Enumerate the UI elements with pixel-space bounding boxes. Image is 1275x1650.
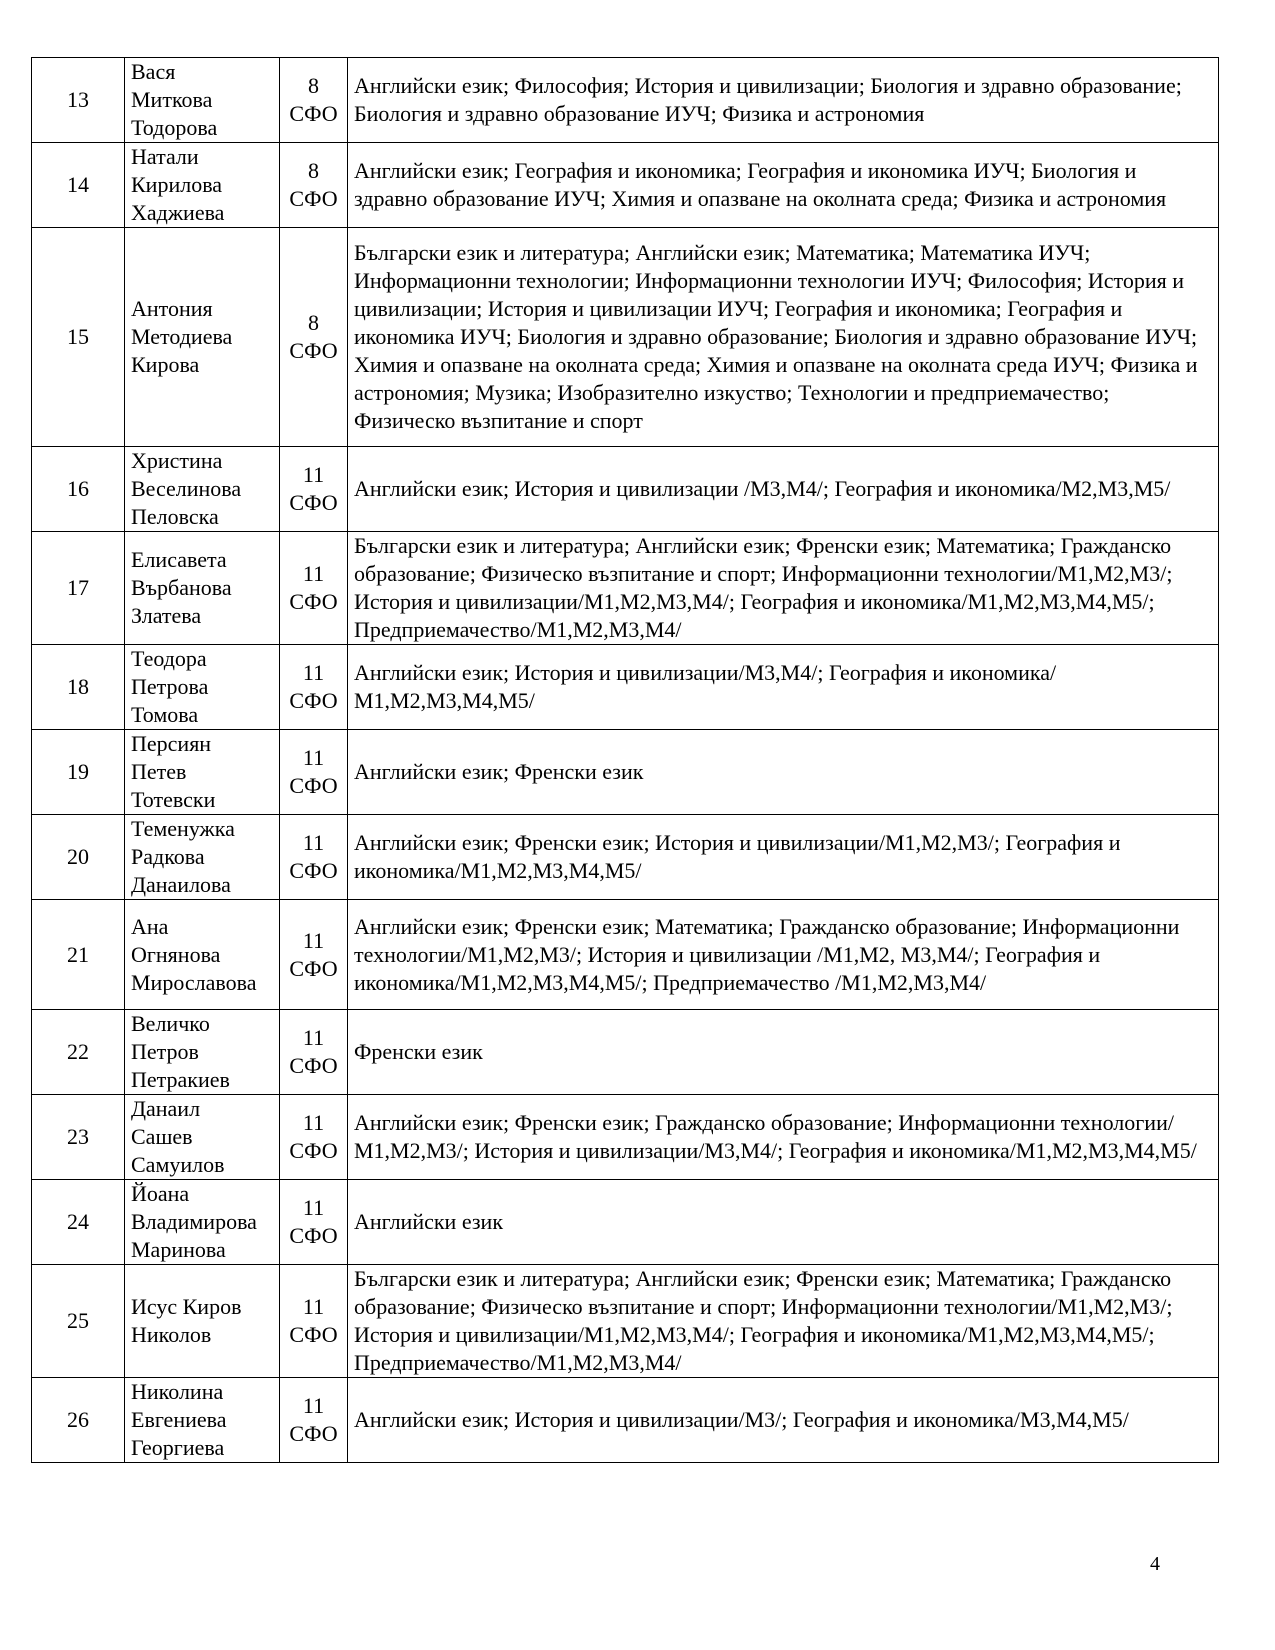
row-number: 23	[32, 1095, 125, 1180]
table-row	[32, 1095, 1219, 1180]
form-type: СФО	[289, 490, 338, 515]
table-row	[32, 1265, 1219, 1378]
form-type: СФО	[289, 1223, 338, 1248]
subjects: Английски език; Френски език; Гражданско образование; Информационни технологии/М1,М2,М3/; История и цивилизации/М3,М4/; География и икономика/М1,М2,М3,М4,М5/	[348, 1095, 1219, 1180]
form-type: СФО	[289, 773, 338, 798]
student-name	[125, 228, 280, 447]
form-type: СФО	[289, 338, 338, 363]
student-name-text: Елисавета Върбанова Златева	[131, 547, 232, 628]
subjects: Английски език; Френски език; Математика; Гражданско образование; Информационни технологии/М1,М2,М3/; История и цивилизации /М1,М2, М3,М4/; География и икономика/М1,М2,М3,М4,М5/; Предприемачество /М1,М2,М3,М4/	[348, 900, 1219, 1010]
class-cell	[280, 1378, 348, 1463]
table-row	[32, 532, 1219, 645]
student-name-text: Николина Евгениева Георгиева	[131, 1379, 227, 1460]
page-number: 4	[1150, 1553, 1160, 1575]
form-type: СФО	[289, 1322, 338, 1347]
grade: 8	[308, 310, 319, 335]
class-cell	[280, 447, 348, 532]
student-name-text: Натали Кирилова Хаджиева	[131, 144, 225, 225]
row-number: 25	[32, 1265, 125, 1378]
row-number: 14	[32, 143, 125, 228]
row-number: 17	[32, 532, 125, 645]
subjects: Английски език; История и цивилизации/М3/; География и икономика/М3,М4,М5/	[348, 1378, 1219, 1463]
subjects: Български език и литература; Английски език; Френски език; Математика; Гражданско образование; Физическо възпитание и спорт; Информационни технологии/М1,М2,М3/; История и цивилизации/М1,М2,М3,М4/; География и икономика/М1,М2,М3,М4,М5/; Предприемачество/М1,М2,М3,М4/	[348, 532, 1219, 645]
table-row	[32, 1180, 1219, 1265]
class-cell	[280, 815, 348, 900]
form-type: СФО	[289, 1138, 338, 1163]
student-name	[125, 1010, 280, 1095]
subjects: Английски език; Френски език; История и цивилизации/М1,М2,М3/; География и икономика/М1,М2,М3,М4,М5/	[348, 815, 1219, 900]
form-type: СФО	[289, 101, 338, 126]
form-type: СФО	[289, 589, 338, 614]
student-name-text: Ана Огнянова Мирославова	[131, 913, 257, 995]
class-cell	[280, 1180, 348, 1265]
student-name	[125, 815, 280, 900]
student-name-text: Исус Киров Николов	[131, 1294, 242, 1347]
row-number: 24	[32, 1180, 125, 1265]
table-row	[32, 1378, 1219, 1463]
grade: 8	[308, 73, 319, 98]
student-name	[125, 1095, 280, 1180]
row-number: 21	[32, 900, 125, 1010]
subjects: Английски език; История и цивилизации /М3,М4/; География и икономика/М2,М3,М5/	[348, 447, 1219, 532]
table-body	[32, 58, 1219, 1463]
grade: 11	[302, 561, 325, 586]
subjects: Английски език; История и цивилизации/М3,М4/; География и икономика/М1,М2,М3,М4,М5/	[348, 645, 1219, 730]
grade: 11	[302, 745, 325, 770]
row-number: 18	[32, 645, 125, 730]
table-row	[32, 645, 1219, 730]
grade: 8	[308, 158, 319, 183]
class-cell	[280, 900, 348, 1010]
row-number: 15	[32, 228, 125, 447]
row-number: 20	[32, 815, 125, 900]
subjects: Английски език; География и икономика; География и икономика ИУЧ; Биология и здравно образование ИУЧ; Химия и опазване на околната среда; Физика и астрономия	[348, 143, 1219, 228]
form-type: СФО	[289, 186, 338, 211]
subjects: Английски език; Философия; История и цивилизации; Биология и здравно образование; Биология и здравно образование ИУЧ; Физика и астрономия	[348, 58, 1219, 143]
class-cell	[280, 228, 348, 447]
student-name-text: Христина Веселинова Пеловска	[131, 448, 242, 529]
class-cell	[280, 1010, 348, 1095]
table-row	[32, 143, 1219, 228]
student-name	[125, 1265, 280, 1378]
row-number: 26	[32, 1378, 125, 1463]
grade: 11	[302, 660, 325, 685]
class-cell	[280, 1265, 348, 1378]
subjects: Български език и литература; Английски език; Математика; Математика ИУЧ; Информационни технологии; Информационни технологии ИУЧ; Философия; История и цивилизации; История и цивилизации ИУЧ; География и икономика; География и икономика ИУЧ; Биология и здравно образование; Биология и здравно образование ИУЧ; Химия и опазване на околната среда; Химия и опазване на околната среда ИУЧ; Физика и астрономия; Музика; Изобразително изкуство; Технологии и предприемачество; Физическо възпитание и спорт	[348, 228, 1219, 447]
class-cell	[280, 1095, 348, 1180]
student-name	[125, 447, 280, 532]
grade: 11	[302, 1294, 325, 1319]
grade: 11	[302, 1110, 325, 1135]
table-row	[32, 1010, 1219, 1095]
student-name	[125, 730, 280, 815]
grade: 11	[302, 830, 325, 855]
student-name-text: Теменужка Радкова Данаилова	[131, 816, 235, 897]
class-cell	[280, 730, 348, 815]
student-name	[125, 645, 280, 730]
grade: 11	[302, 1393, 325, 1418]
student-name	[125, 143, 280, 228]
form-type: СФО	[289, 955, 338, 981]
subjects: Английски език; Френски език	[348, 730, 1219, 815]
student-name	[125, 1180, 280, 1265]
row-number: 16	[32, 447, 125, 532]
row-number: 19	[32, 730, 125, 815]
form-type: СФО	[289, 688, 338, 713]
grade: 11	[302, 1195, 325, 1220]
form-type: СФО	[289, 858, 338, 883]
form-type: СФО	[289, 1421, 338, 1446]
table-row	[32, 58, 1219, 143]
student-name-text: Данаил Сашев Самуилов	[131, 1096, 225, 1177]
class-cell	[280, 532, 348, 645]
student-name-text: Йоана Владимирова Маринова	[131, 1181, 257, 1262]
student-name-text: Антония Методиева Кирова	[131, 296, 233, 377]
table-row	[32, 730, 1219, 815]
student-name	[125, 58, 280, 143]
student-name-text: Величко Петров Петракиев	[131, 1011, 230, 1092]
student-name	[125, 532, 280, 645]
row-number: 13	[32, 58, 125, 143]
subjects: Френски език	[348, 1010, 1219, 1095]
row-number: 22	[32, 1010, 125, 1095]
student-name	[125, 1378, 280, 1463]
table-row	[32, 815, 1219, 900]
class-cell	[280, 645, 348, 730]
student-name-text: Вася Миткова Тодорова	[131, 59, 218, 140]
grade: 11	[302, 1025, 325, 1050]
grade: 11	[302, 927, 325, 953]
table-row	[32, 900, 1219, 1010]
student-name	[125, 900, 280, 1010]
subjects: Английски език	[348, 1180, 1219, 1265]
subjects: Български език и литература; Английски език; Френски език; Математика; Гражданско образование; Физическо възпитание и спорт; Информационни технологии/М1,М2,М3/; История и цивилизации/М1,М2,М3,М4/; География и икономика/М1,М2,М3,М4,М5/; Предприемачество/М1,М2,М3,М4/	[348, 1265, 1219, 1378]
students-table	[31, 57, 1219, 1463]
student-name-text: Персиян Петев Тотевски	[131, 731, 216, 812]
table-row	[32, 447, 1219, 532]
class-cell	[280, 143, 348, 228]
form-type: СФО	[289, 1053, 338, 1078]
class-cell	[280, 58, 348, 143]
table-row	[32, 228, 1219, 447]
grade: 11	[302, 462, 325, 487]
student-name-text: Теодора Петрова Томова	[131, 646, 209, 727]
